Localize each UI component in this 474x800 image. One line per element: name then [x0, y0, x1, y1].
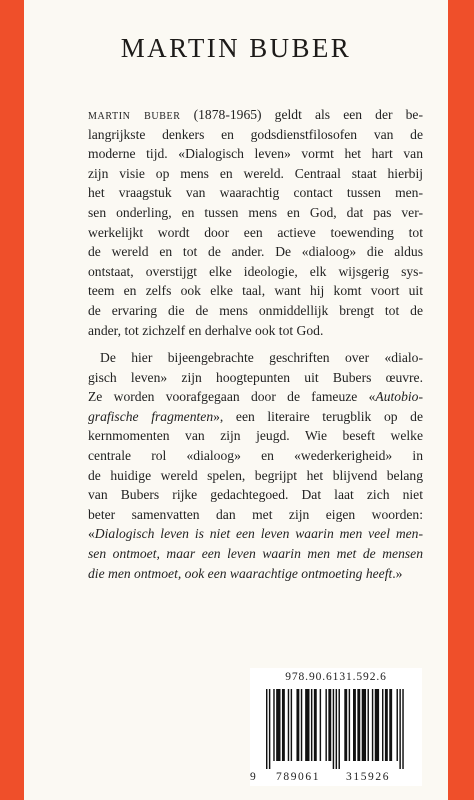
barcode-bar [368, 689, 369, 761]
text-line [88, 203, 423, 223]
line-text: werkelijkt wordt door een actieve toewending tot [88, 224, 423, 240]
text-line [88, 262, 423, 282]
barcode-bar [385, 689, 388, 761]
italic-text: die men ontmoet, ook een waarachtige ontmoeting heeft [88, 565, 393, 581]
book-title: MARTIN BUBER [120, 33, 352, 63]
author-name-smallcaps: martin buber [88, 107, 181, 122]
barcode-bar [305, 689, 309, 761]
barcode-bar [375, 689, 379, 761]
paragraph-description [88, 348, 423, 583]
text-line [88, 446, 423, 466]
italic-text: sen ontmoet, maar een leven waarin men met de mensen [88, 545, 423, 561]
paragraph-introduction [88, 105, 423, 340]
line-text: de wereld en tot de ander. De «dialoog» die aldus [88, 244, 423, 260]
barcode-bar [291, 689, 292, 761]
barcode-bar [320, 689, 321, 761]
barcode-bar [372, 689, 373, 761]
line-text: teem en zelfs ook elke taal, want hij komt voort uit [88, 283, 423, 299]
barcode-bar [301, 689, 302, 761]
barcode-bar [402, 689, 403, 769]
barcode-bar [339, 689, 340, 769]
barcode-bar [336, 689, 337, 769]
line-text: van Bubers rijke gedachtegoed. Dat laat zich niet [88, 487, 423, 503]
barcode-bar [362, 689, 366, 761]
text-line [88, 505, 423, 525]
barcode-bar [389, 689, 392, 761]
line-text: zijn visie op mens en wereld. Centraal staat hierbij [88, 165, 423, 181]
barcode-bar [266, 689, 267, 769]
line-text: langrijkste denkers en godsdienstfilosofen van de [88, 126, 423, 142]
text-line [88, 466, 423, 486]
barcode-bar [397, 689, 398, 761]
line-text: het vraagstuk van waarachtig contact tussen men- [88, 185, 423, 201]
text-line [88, 301, 423, 321]
barcode-bar [288, 689, 289, 761]
barcode-bar [328, 689, 331, 761]
line-text: de ervaring die de mens onmiddellijk brengt tot de [88, 302, 423, 318]
barcode-bar [273, 689, 274, 761]
isbn-number: 978.90.6131.592.6 [285, 671, 387, 683]
text-line [88, 281, 423, 301]
line-text: sen onderling, en tussen mens en God, dat pas ver- [88, 204, 423, 220]
barcode-bar [333, 689, 334, 769]
text-line [88, 426, 423, 446]
line-text: De hier bijeengebrachte geschriften over «dialo- [100, 350, 423, 365]
text-line [88, 242, 423, 262]
text-line [88, 321, 423, 341]
barcode-bar [349, 689, 350, 761]
barcode-digits-left: 789061 [276, 771, 321, 783]
line-text: « [88, 526, 95, 542]
text-panel [24, 0, 448, 800]
text-line [88, 407, 423, 427]
line-text: ontstaat, overstijgt elke ideologie, elk wijsgerig sys- [88, 263, 423, 279]
text-line [88, 144, 423, 164]
barcode-bar [325, 689, 326, 761]
line-text: Ze worden voorafgegaan door de fameuze « [88, 389, 376, 405]
line-text: ander, tot zichzelf en derhalve ook tot God. [88, 322, 324, 338]
italic-text: grafische fragmenten [88, 408, 214, 424]
barcode-bar [282, 689, 285, 761]
barcode-bars [260, 689, 412, 769]
line-text: beter samenvatten dan met zijn eigen woorden: [88, 506, 423, 522]
text-line [88, 348, 423, 368]
text-line [88, 564, 423, 584]
barcode-bar [314, 689, 317, 761]
barcode-bar [276, 689, 280, 761]
barcode-bar [399, 689, 400, 769]
barcode-bar [353, 689, 356, 761]
text-line [88, 485, 423, 505]
text-line [88, 387, 423, 407]
line-text: (1878-1965) geldt als een der be- [180, 107, 423, 122]
barcode-bar [269, 689, 270, 769]
line-text: gisch leven» zijn hoogtepunten uit Bubers œuvre. [88, 369, 423, 385]
line-text: moderne tijd. «Dialogisch leven» vormt het hart van [88, 146, 423, 162]
line-text: kernmomenten van zijn jeugd. Wie beseft welke [88, 428, 423, 444]
line-text: », een literaire terugblik op de [213, 408, 423, 424]
text-line [88, 368, 423, 388]
barcode-bar [344, 689, 347, 761]
text-line [88, 544, 423, 564]
barcode-bar [382, 689, 383, 761]
italic-text: Dialogisch leven is niet een leven waarin men veel men- [94, 526, 423, 542]
text-line [88, 105, 423, 125]
barcode-digits-right: 315926 [346, 771, 391, 783]
text-line [88, 223, 423, 243]
barcode-bar [357, 689, 360, 761]
line-text: centrale rol «dialoog» en «wederkerigheid» in [88, 447, 423, 463]
barcode-bar [311, 689, 312, 761]
text-line [88, 164, 423, 184]
text-line [88, 183, 423, 203]
line-text: de huidige wereld spelen, begrijpt het blijvend belang [88, 467, 423, 483]
text-line [88, 524, 423, 544]
barcode-digit-first: 9 [250, 771, 258, 783]
line-text: .» [392, 565, 403, 581]
barcode [250, 668, 422, 786]
barcode-bar [296, 689, 299, 761]
italic-text: Autobio- [375, 389, 423, 405]
text-line [88, 125, 423, 145]
